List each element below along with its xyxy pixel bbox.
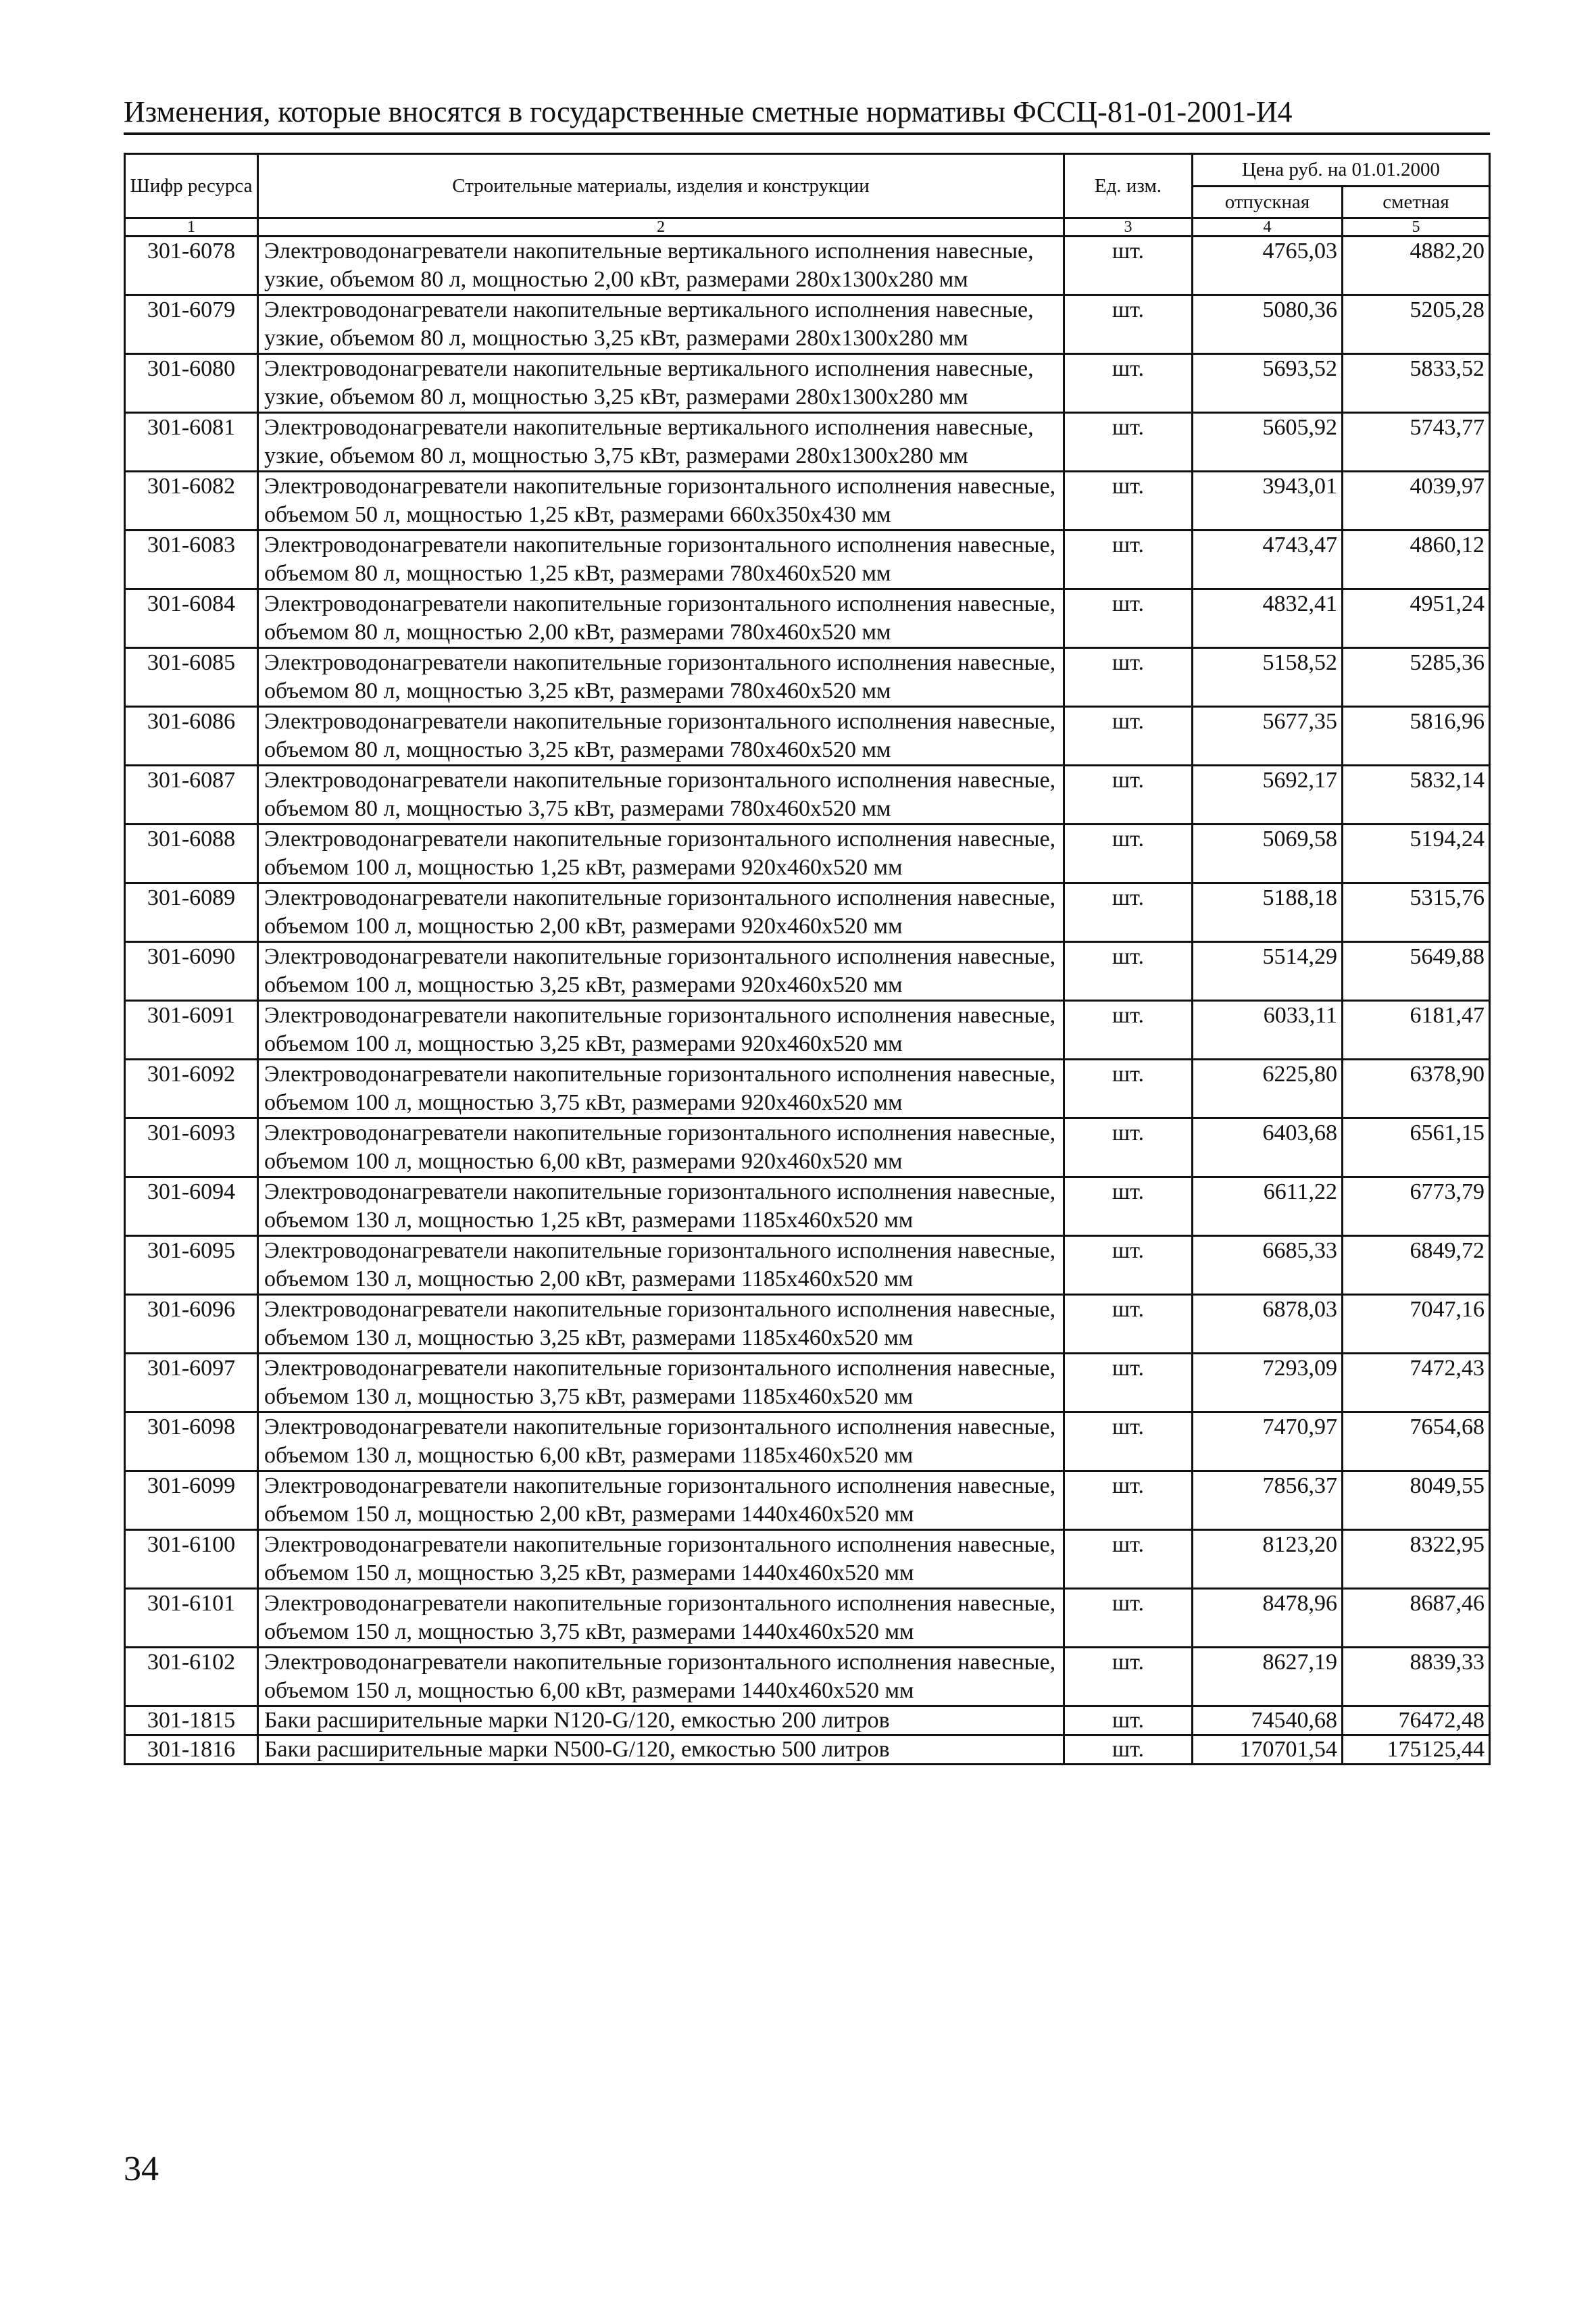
material-name-cell: Баки расширительные марки N120-G/120, емкостью 200 литров [258, 1706, 1064, 1736]
release-price-cell: 5069,58 [1193, 824, 1343, 883]
estimate-price-cell: 5833,52 [1343, 354, 1490, 413]
material-name-cell: Электроводонагреватели накопительные горизонтального исполнения навесные, объемом 150 л, мощностью 2,00 кВт, размерами 1440x460x520 мм [258, 1471, 1064, 1530]
unit-cell: шт. [1064, 1118, 1193, 1177]
unit-cell: шт. [1064, 1295, 1193, 1354]
column-number: 3 [1064, 218, 1193, 237]
unit-cell: шт. [1064, 1736, 1193, 1765]
table-row [125, 1412, 1490, 1471]
resource-code-cell: 301-1815 [125, 1706, 258, 1736]
release-price-cell: 5080,36 [1193, 295, 1343, 354]
material-name-cell: Электроводонагреватели накопительные вертикального исполнения навесные, узкие, объемом 80 л, мощностью 3,25 кВт, размерами 280x1300x280 мм [258, 295, 1064, 354]
material-name-cell: Электроводонагреватели накопительные горизонтального исполнения навесные, объемом 80 л, мощностью 3,25 кВт, размерами 780x460x520 мм [258, 707, 1064, 766]
material-name-cell: Электроводонагреватели накопительные горизонтального исполнения навесные, объемом 100 л, мощностью 2,00 кВт, размерами 920x460x520 мм [258, 883, 1064, 942]
header-unit: Ед. изм. [1064, 154, 1193, 218]
unit-cell: шт. [1064, 413, 1193, 472]
column-number: 4 [1193, 218, 1343, 237]
estimate-price-cell: 5832,14 [1343, 766, 1490, 824]
estimate-price-cell: 4951,24 [1343, 589, 1490, 648]
resource-code-cell: 301-6080 [125, 354, 258, 413]
table-row [125, 1706, 1490, 1736]
column-number: 1 [125, 218, 258, 237]
header-code: Шифр ресурса [125, 154, 258, 218]
resource-code-cell: 301-6079 [125, 295, 258, 354]
estimate-price-cell: 175125,44 [1343, 1736, 1490, 1765]
estimate-price-cell: 8839,33 [1343, 1648, 1490, 1706]
resource-code-cell: 301-6092 [125, 1060, 258, 1118]
resource-code-cell: 301-1816 [125, 1736, 258, 1765]
release-price-cell: 8627,19 [1193, 1648, 1343, 1706]
release-price-cell: 5692,17 [1193, 766, 1343, 824]
table-row [125, 1354, 1490, 1412]
estimate-price-cell: 7654,68 [1343, 1412, 1490, 1471]
release-price-cell: 4743,47 [1193, 531, 1343, 589]
unit-cell: шт. [1064, 295, 1193, 354]
material-name-cell: Электроводонагреватели накопительные горизонтального исполнения навесные, объемом 100 л, мощностью 3,75 кВт, размерами 920x460x520 мм [258, 1060, 1064, 1118]
release-price-cell: 5188,18 [1193, 883, 1343, 942]
unit-cell: шт. [1064, 1589, 1193, 1648]
release-price-cell: 6403,68 [1193, 1118, 1343, 1177]
page-number: 34 [124, 2150, 159, 2188]
unit-cell: шт. [1064, 237, 1193, 295]
resource-code-cell: 301-6094 [125, 1177, 258, 1236]
release-price-cell: 4765,03 [1193, 237, 1343, 295]
table-row [125, 1736, 1490, 1765]
release-price-cell: 5514,29 [1193, 942, 1343, 1001]
material-name-cell: Баки расширительные марки N500-G/120, емкостью 500 литров [258, 1736, 1064, 1765]
table-row [125, 1295, 1490, 1354]
estimate-price-cell: 5285,36 [1343, 648, 1490, 707]
estimate-price-cell: 6773,79 [1343, 1177, 1490, 1236]
table-body [125, 237, 1490, 1765]
unit-cell: шт. [1064, 1354, 1193, 1412]
unit-cell: шт. [1064, 1001, 1193, 1060]
resource-code-cell: 301-6078 [125, 237, 258, 295]
estimate-price-cell: 8322,95 [1343, 1530, 1490, 1589]
material-name-cell: Электроводонагреватели накопительные горизонтального исполнения навесные, объемом 100 л, мощностью 6,00 кВт, размерами 920x460x520 мм [258, 1118, 1064, 1177]
estimate-price-cell: 6849,72 [1343, 1236, 1490, 1295]
unit-cell: шт. [1064, 1648, 1193, 1706]
table-row [125, 354, 1490, 413]
material-name-cell: Электроводонагреватели накопительные вертикального исполнения навесные, узкие, объемом 80 л, мощностью 3,25 кВт, размерами 280x1300x280 мм [258, 354, 1064, 413]
release-price-cell: 8123,20 [1193, 1530, 1343, 1589]
material-name-cell: Электроводонагреватели накопительные горизонтального исполнения навесные, объемом 80 л, мощностью 1,25 кВт, размерами 780x460x520 мм [258, 531, 1064, 589]
unit-cell: шт. [1064, 942, 1193, 1001]
table-row [125, 295, 1490, 354]
unit-cell: шт. [1064, 354, 1193, 413]
estimate-price-cell: 76472,48 [1343, 1706, 1490, 1736]
resource-code-cell: 301-6096 [125, 1295, 258, 1354]
release-price-cell: 6611,22 [1193, 1177, 1343, 1236]
table-row [125, 589, 1490, 648]
resource-code-cell: 301-6093 [125, 1118, 258, 1177]
release-price-cell: 3943,01 [1193, 472, 1343, 531]
resource-code-cell: 301-6095 [125, 1236, 258, 1295]
estimate-price-cell: 6561,15 [1343, 1118, 1490, 1177]
release-price-cell: 5677,35 [1193, 707, 1343, 766]
resource-code-cell: 301-6085 [125, 648, 258, 707]
release-price-cell: 6225,80 [1193, 1060, 1343, 1118]
release-price-cell: 7470,97 [1193, 1412, 1343, 1471]
header-name: Строительные материалы, изделия и конструкции [258, 154, 1064, 218]
resource-code-cell: 301-6100 [125, 1530, 258, 1589]
table-row [125, 1530, 1490, 1589]
estimate-price-cell: 4039,97 [1343, 472, 1490, 531]
column-number: 5 [1343, 218, 1490, 237]
unit-cell: шт. [1064, 1177, 1193, 1236]
estimate-price-cell: 5649,88 [1343, 942, 1490, 1001]
resource-code-cell: 301-6099 [125, 1471, 258, 1530]
release-price-cell: 7856,37 [1193, 1471, 1343, 1530]
table-row [125, 707, 1490, 766]
unit-cell: шт. [1064, 589, 1193, 648]
resource-code-cell: 301-6101 [125, 1589, 258, 1648]
table-row [125, 1001, 1490, 1060]
table-row [125, 883, 1490, 942]
price-table-container [124, 153, 1489, 1765]
unit-cell: шт. [1064, 1530, 1193, 1589]
table-row [125, 648, 1490, 707]
release-price-cell: 5693,52 [1193, 354, 1343, 413]
unit-cell: шт. [1064, 531, 1193, 589]
resource-code-cell: 301-6090 [125, 942, 258, 1001]
table-row [125, 1648, 1490, 1706]
release-price-cell: 7293,09 [1193, 1354, 1343, 1412]
resource-code-cell: 301-6097 [125, 1354, 258, 1412]
material-name-cell: Электроводонагреватели накопительные горизонтального исполнения навесные, объемом 150 л, мощностью 3,75 кВт, размерами 1440x460x520 мм [258, 1589, 1064, 1648]
material-name-cell: Электроводонагреватели накопительные горизонтального исполнения навесные, объемом 130 л, мощностью 1,25 кВт, размерами 1185x460x520 мм [258, 1177, 1064, 1236]
estimate-price-cell: 7472,43 [1343, 1354, 1490, 1412]
release-price-cell: 5605,92 [1193, 413, 1343, 472]
material-name-cell: Электроводонагреватели накопительные горизонтального исполнения навесные, объемом 80 л, мощностью 3,75 кВт, размерами 780x460x520 мм [258, 766, 1064, 824]
resource-code-cell: 301-6091 [125, 1001, 258, 1060]
estimate-price-cell: 5743,77 [1343, 413, 1490, 472]
estimate-price-cell: 5315,76 [1343, 883, 1490, 942]
release-price-cell: 6878,03 [1193, 1295, 1343, 1354]
table-row [125, 413, 1490, 472]
table-row [125, 1236, 1490, 1295]
release-price-cell: 6685,33 [1193, 1236, 1343, 1295]
table-row [125, 237, 1490, 295]
material-name-cell: Электроводонагреватели накопительные горизонтального исполнения навесные, объемом 150 л, мощностью 3,25 кВт, размерами 1440x460x520 мм [258, 1530, 1064, 1589]
header-price-estimate: сметная [1343, 186, 1490, 218]
unit-cell: шт. [1064, 824, 1193, 883]
estimate-price-cell: 5205,28 [1343, 295, 1490, 354]
resource-code-cell: 301-6098 [125, 1412, 258, 1471]
table-row [125, 1118, 1490, 1177]
table-row [125, 942, 1490, 1001]
material-name-cell: Электроводонагреватели накопительные горизонтального исполнения навесные, объемом 130 л, мощностью 6,00 кВт, размерами 1185x460x520 мм [258, 1412, 1064, 1471]
release-price-cell: 6033,11 [1193, 1001, 1343, 1060]
resource-code-cell: 301-6082 [125, 472, 258, 531]
material-name-cell: Электроводонагреватели накопительные горизонтального исполнения навесные, объемом 100 л, мощностью 1,25 кВт, размерами 920x460x520 мм [258, 824, 1064, 883]
table-row [125, 1177, 1490, 1236]
estimate-price-cell: 6378,90 [1343, 1060, 1490, 1118]
resource-code-cell: 301-6102 [125, 1648, 258, 1706]
unit-cell: шт. [1064, 883, 1193, 942]
estimate-price-cell: 5194,24 [1343, 824, 1490, 883]
material-name-cell: Электроводонагреватели накопительные горизонтального исполнения навесные, объемом 130 л, мощностью 3,25 кВт, размерами 1185x460x520 мм [258, 1295, 1064, 1354]
header-rule [124, 132, 1490, 135]
table-row [125, 1589, 1490, 1648]
unit-cell: шт. [1064, 648, 1193, 707]
resource-code-cell: 301-6088 [125, 824, 258, 883]
header-price-release: отпускная [1193, 186, 1343, 218]
material-name-cell: Электроводонагреватели накопительные вертикального исполнения навесные, узкие, объемом 80 л, мощностью 3,75 кВт, размерами 280x1300x280 мм [258, 413, 1064, 472]
column-number-row [125, 218, 1490, 237]
resource-code-cell: 301-6089 [125, 883, 258, 942]
table-row [125, 1060, 1490, 1118]
estimate-price-cell: 5816,96 [1343, 707, 1490, 766]
resource-code-cell: 301-6081 [125, 413, 258, 472]
release-price-cell: 8478,96 [1193, 1589, 1343, 1648]
unit-cell: шт. [1064, 1060, 1193, 1118]
resource-code-cell: 301-6084 [125, 589, 258, 648]
table-row [125, 531, 1490, 589]
price-table [124, 153, 1491, 1765]
unit-cell: шт. [1064, 707, 1193, 766]
unit-cell: шт. [1064, 766, 1193, 824]
material-name-cell: Электроводонагреватели накопительные горизонтального исполнения навесные, объемом 130 л, мощностью 2,00 кВт, размерами 1185x460x520 мм [258, 1236, 1064, 1295]
material-name-cell: Электроводонагреватели накопительные горизонтального исполнения навесные, объемом 100 л, мощностью 3,25 кВт, размерами 920x460x520 мм [258, 1001, 1064, 1060]
column-number: 2 [258, 218, 1064, 237]
table-row [125, 472, 1490, 531]
resource-code-cell: 301-6083 [125, 531, 258, 589]
material-name-cell: Электроводонагреватели накопительные горизонтального исполнения навесные, объемом 130 л, мощностью 3,75 кВт, размерами 1185x460x520 мм [258, 1354, 1064, 1412]
table-row [125, 824, 1490, 883]
material-name-cell: Электроводонагреватели накопительные горизонтального исполнения навесные, объемом 80 л, мощностью 2,00 кВт, размерами 780x460x520 мм [258, 589, 1064, 648]
page-header-title: Изменения, которые вносятся в государственные сметные нормативы ФССЦ-81-01-2001-И4 [124, 95, 1293, 128]
estimate-price-cell: 8049,55 [1343, 1471, 1490, 1530]
release-price-cell: 74540,68 [1193, 1706, 1343, 1736]
material-name-cell: Электроводонагреватели накопительные горизонтального исполнения навесные, объемом 150 л, мощностью 6,00 кВт, размерами 1440x460x520 мм [258, 1648, 1064, 1706]
unit-cell: шт. [1064, 1706, 1193, 1736]
material-name-cell: Электроводонагреватели накопительные горизонтального исполнения навесные, объемом 100 л, мощностью 3,25 кВт, размерами 920x460x520 мм [258, 942, 1064, 1001]
estimate-price-cell: 4860,12 [1343, 531, 1490, 589]
material-name-cell: Электроводонагреватели накопительные вертикального исполнения навесные, узкие, объемом 80 л, мощностью 2,00 кВт, размерами 280x1300x280 мм [258, 237, 1064, 295]
release-price-cell: 170701,54 [1193, 1736, 1343, 1765]
unit-cell: шт. [1064, 472, 1193, 531]
release-price-cell: 5158,52 [1193, 648, 1343, 707]
release-price-cell: 4832,41 [1193, 589, 1343, 648]
resource-code-cell: 301-6086 [125, 707, 258, 766]
table-row [125, 1471, 1490, 1530]
estimate-price-cell: 4882,20 [1343, 237, 1490, 295]
material-name-cell: Электроводонагреватели накопительные горизонтального исполнения навесные, объемом 80 л, мощностью 3,25 кВт, размерами 780x460x520 мм [258, 648, 1064, 707]
estimate-price-cell: 6181,47 [1343, 1001, 1490, 1060]
estimate-price-cell: 7047,16 [1343, 1295, 1490, 1354]
unit-cell: шт. [1064, 1236, 1193, 1295]
resource-code-cell: 301-6087 [125, 766, 258, 824]
unit-cell: шт. [1064, 1412, 1193, 1471]
table-row [125, 766, 1490, 824]
material-name-cell: Электроводонагреватели накопительные горизонтального исполнения навесные, объемом 50 л, мощностью 1,25 кВт, размерами 660x350x430 мм [258, 472, 1064, 531]
unit-cell: шт. [1064, 1471, 1193, 1530]
estimate-price-cell: 8687,46 [1343, 1589, 1490, 1648]
header-price-group: Цена руб. на 01.01.2000 [1193, 154, 1490, 187]
